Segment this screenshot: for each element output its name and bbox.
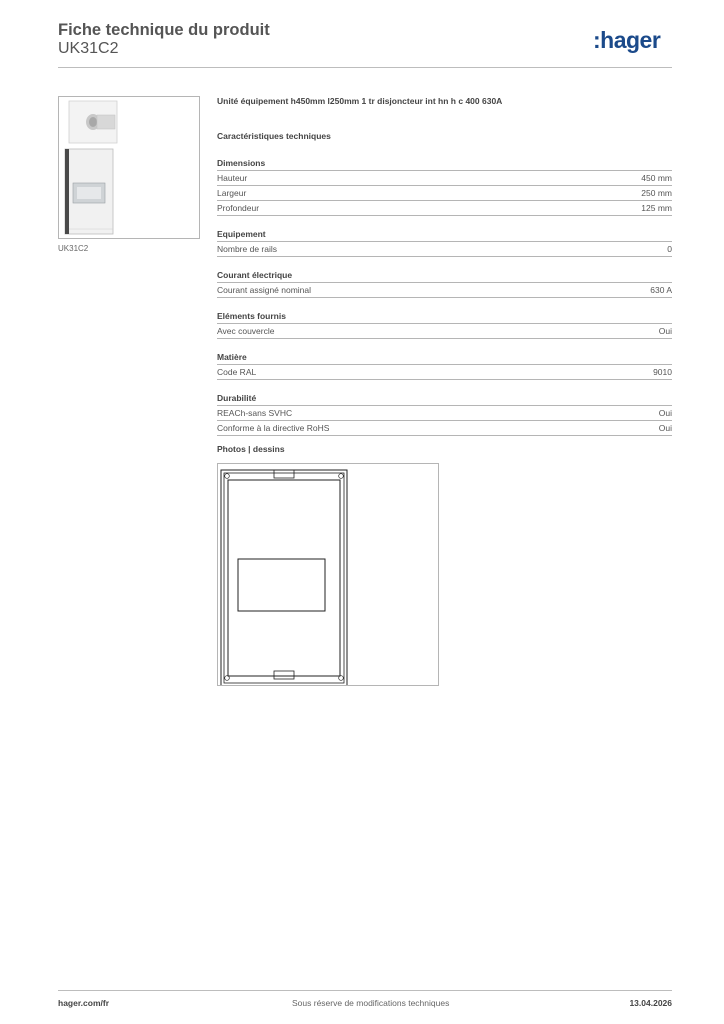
section-title: Equipement [217, 229, 266, 239]
enclosure-drawing-illustration [218, 464, 438, 685]
spec-row [217, 185, 672, 200]
spec-label: Largeur [217, 188, 247, 198]
hager-logo: :hager [593, 27, 661, 53]
spec-row [217, 170, 672, 185]
spec-label: Avec couvercle [217, 326, 275, 336]
section-title: Durabilité [217, 393, 257, 403]
footer-date: 13.04.2026 [629, 998, 672, 1008]
page-title: Fiche technique du produit [58, 21, 270, 39]
spec-label: Nombre de rails [217, 244, 277, 254]
spec-section-equipement [217, 228, 672, 257]
spec-value: 0 [667, 244, 672, 254]
spec-label: Hauteur [217, 173, 248, 183]
footer-notice: Sous réserve de modifications techniques [292, 998, 450, 1008]
spec-value: 250 mm [641, 188, 672, 198]
spec-label: Courant assigné nominal [217, 285, 312, 295]
spec-value: Oui [658, 326, 672, 336]
section-title: Matière [217, 352, 247, 362]
section-title: Dimensions [217, 158, 266, 168]
section-title: Courant électrique [217, 270, 293, 280]
spec-section-matiere [217, 351, 672, 380]
header-divider [58, 67, 672, 68]
spec-section-courant [217, 269, 672, 298]
spec-row [217, 420, 672, 436]
spec-row [217, 200, 672, 216]
spec-row [217, 241, 672, 257]
product-reference: UK31C2 [58, 40, 119, 57]
spec-value: Oui [658, 423, 672, 433]
specs-table [217, 157, 672, 448]
product-photo-illustration [59, 97, 199, 238]
spec-row [217, 282, 672, 298]
photos-heading: Photos | dessins [217, 444, 285, 454]
spec-row [217, 323, 672, 339]
thumbnail-caption: UK31C2 [58, 244, 89, 253]
spec-label: REACh-sans SVHC [217, 408, 293, 418]
spec-value: 450 mm [641, 173, 672, 183]
spec-section-elements [217, 310, 672, 339]
technical-drawing [217, 463, 439, 686]
specs-heading: Caractéristiques techniques [217, 131, 331, 141]
footer-divider [58, 990, 672, 991]
spec-label: Code RAL [217, 367, 257, 377]
spec-value: 125 mm [641, 203, 672, 213]
product-description: Unité équipement h450mm l250mm 1 tr disjoncteur int hn h c 400 630A [217, 96, 503, 106]
spec-section-durabilite [217, 392, 672, 436]
spec-label: Conforme à la directive RoHS [217, 423, 330, 433]
spec-value: 630 A [650, 285, 672, 295]
spec-section-dimensions [217, 157, 672, 216]
spec-value: 9010 [653, 367, 672, 377]
spec-row [217, 364, 672, 380]
spec-value: Oui [658, 408, 672, 418]
section-title: Eléments fournis [217, 311, 286, 321]
footer-website-link[interactable]: hager.com/fr [58, 998, 110, 1008]
spec-row [217, 405, 672, 420]
product-thumbnail [58, 96, 200, 239]
spec-label: Profondeur [217, 203, 260, 213]
